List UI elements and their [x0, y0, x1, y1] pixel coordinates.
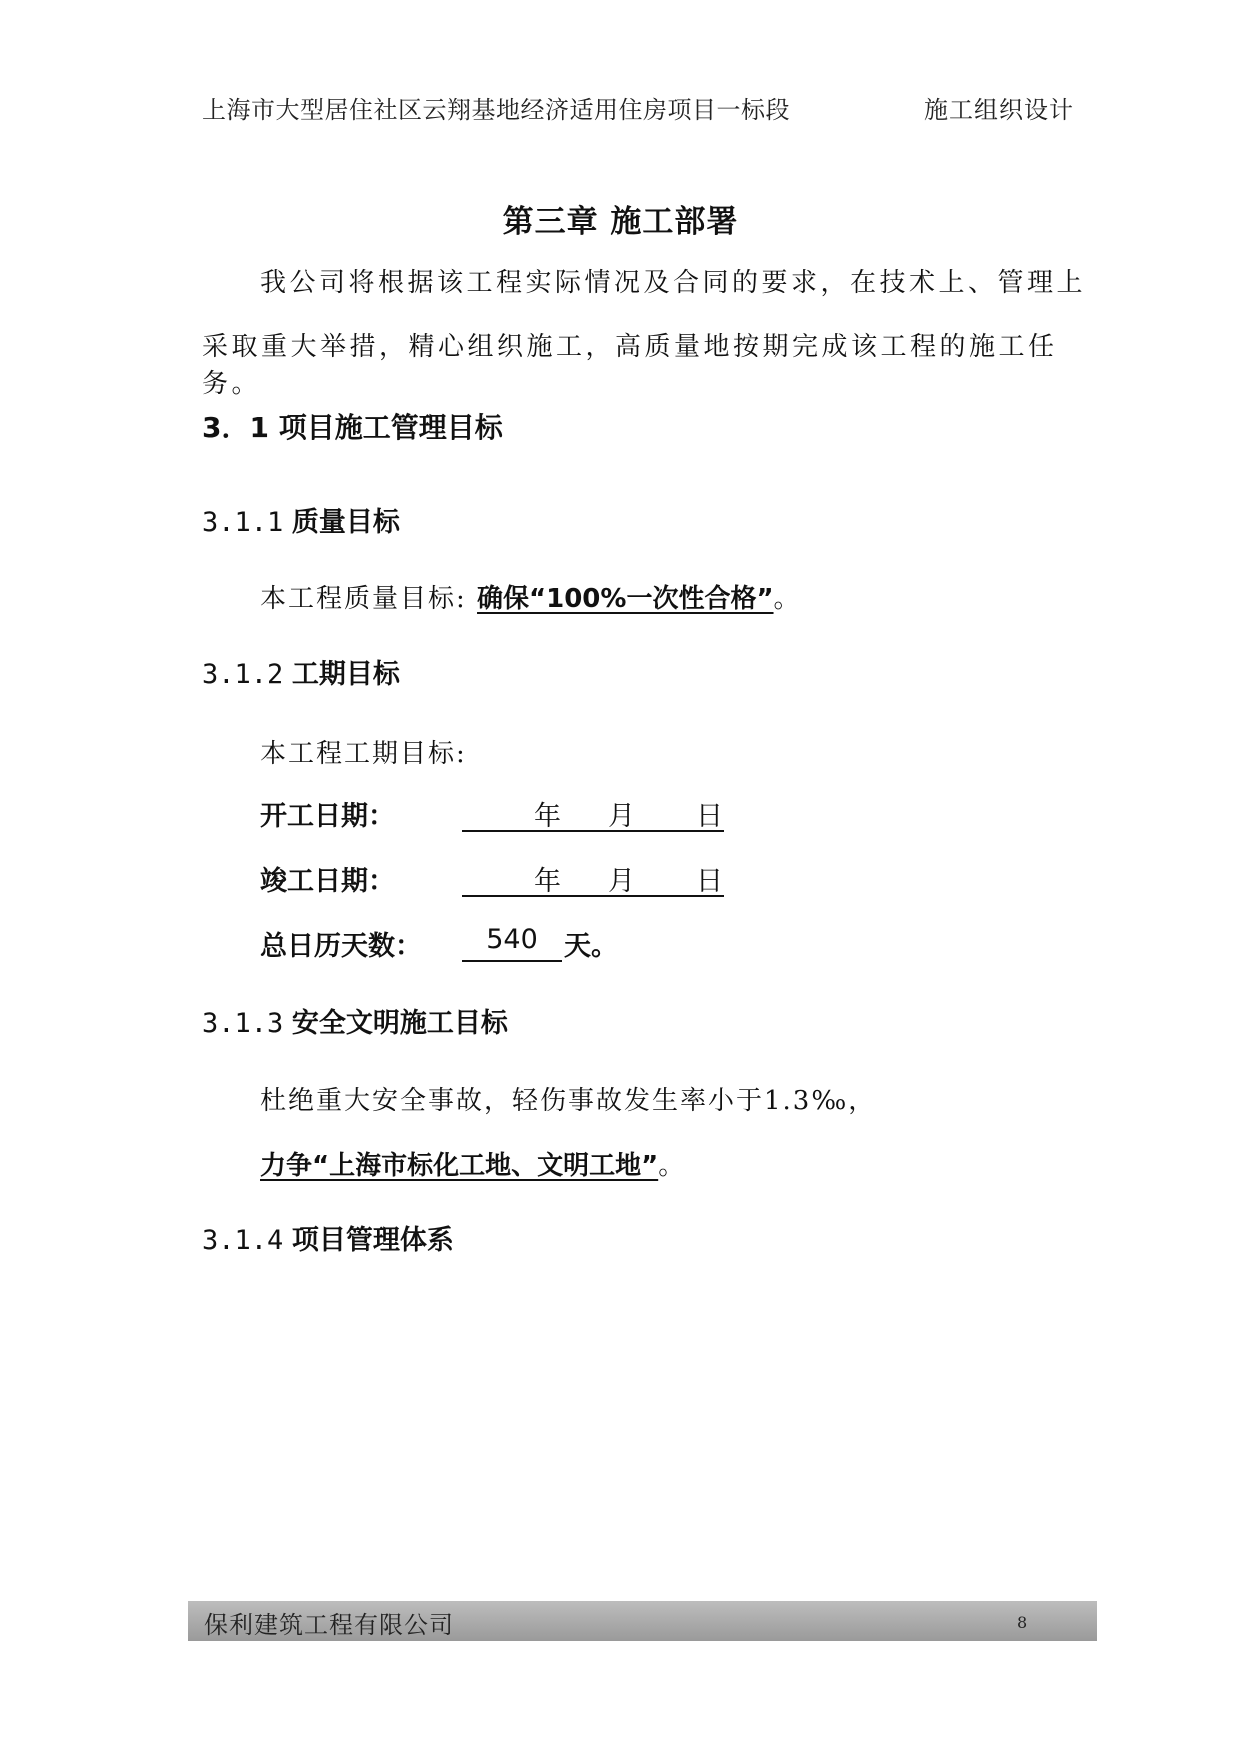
- civilized-site-period: 。: [658, 1151, 687, 1181]
- section-3-1-2-heading: [202, 652, 400, 691]
- page-header: [202, 90, 1074, 130]
- completion-date-label: 竣工日期：: [260, 866, 395, 897]
- section-3-1-4-heading: [202, 1218, 454, 1257]
- section-number: 3.1.2: [202, 659, 284, 690]
- start-date-blank: [462, 794, 724, 832]
- page-number: 8: [1017, 1613, 1028, 1632]
- section-number: 3.1.4: [202, 1225, 284, 1256]
- month-unit: 月: [608, 801, 635, 832]
- quality-target-period: 。: [773, 584, 802, 614]
- section-number: 3.1.1: [202, 507, 284, 538]
- header-project-title: 上海市大型居住社区云翔基地经济适用住房项目一标段: [202, 96, 790, 124]
- civilized-site-target: 力争“上海市标化工地、文明工地”: [260, 1151, 659, 1181]
- month-unit: 月: [608, 866, 635, 897]
- total-days-label: 总日历天数：: [260, 931, 422, 962]
- chapter-title: 第三章 施工部署: [502, 204, 739, 240]
- day-unit: 日: [696, 801, 723, 832]
- day-unit: 日: [696, 866, 723, 897]
- safety-target-line: 杜绝重大安全事故，轻伤事故发生率小于1.3‰，: [260, 1086, 877, 1116]
- quality-target-value: 确保“100%一次性合格”: [477, 584, 774, 614]
- section-title: 质量目标: [291, 507, 400, 538]
- quality-target-line: [260, 578, 802, 615]
- completion-date-blank: [462, 859, 724, 897]
- schedule-target-intro: 本工程工期目标:: [260, 739, 467, 769]
- total-days-unit: 天。: [564, 931, 618, 962]
- intro-paragraph-line-2: 采取重大举措，精心组织施工，高质量地按期完成该工程的施工任务。: [202, 332, 1058, 399]
- section-3-1-3-heading: [202, 1001, 508, 1040]
- section-3-1-heading: 3．1 项目施工管理目标: [202, 411, 503, 444]
- start-date-label: 开工日期：: [260, 801, 395, 832]
- section-number: 3.1.3: [202, 1008, 284, 1039]
- footer-company-name: 保利建筑工程有限公司: [204, 1611, 454, 1639]
- section-title: 项目管理体系: [291, 1225, 454, 1256]
- header-document-type: 施工组织设计: [924, 96, 1074, 124]
- section-title: 安全文明施工目标: [291, 1008, 508, 1039]
- page-footer: [188, 1601, 1097, 1641]
- section-title: 工期目标: [291, 659, 400, 690]
- civilized-site-target-line: [260, 1145, 686, 1182]
- total-days-value: 540: [462, 924, 562, 962]
- quality-target-label: 本工程质量目标:: [260, 584, 467, 614]
- year-unit: 年: [534, 801, 561, 832]
- section-3-1-1-heading: [202, 500, 400, 539]
- intro-paragraph-line-1: 我公司将根据该工程实际情况及合同的要求，在技术上、管理上: [260, 268, 1087, 298]
- year-unit: 年: [534, 866, 561, 897]
